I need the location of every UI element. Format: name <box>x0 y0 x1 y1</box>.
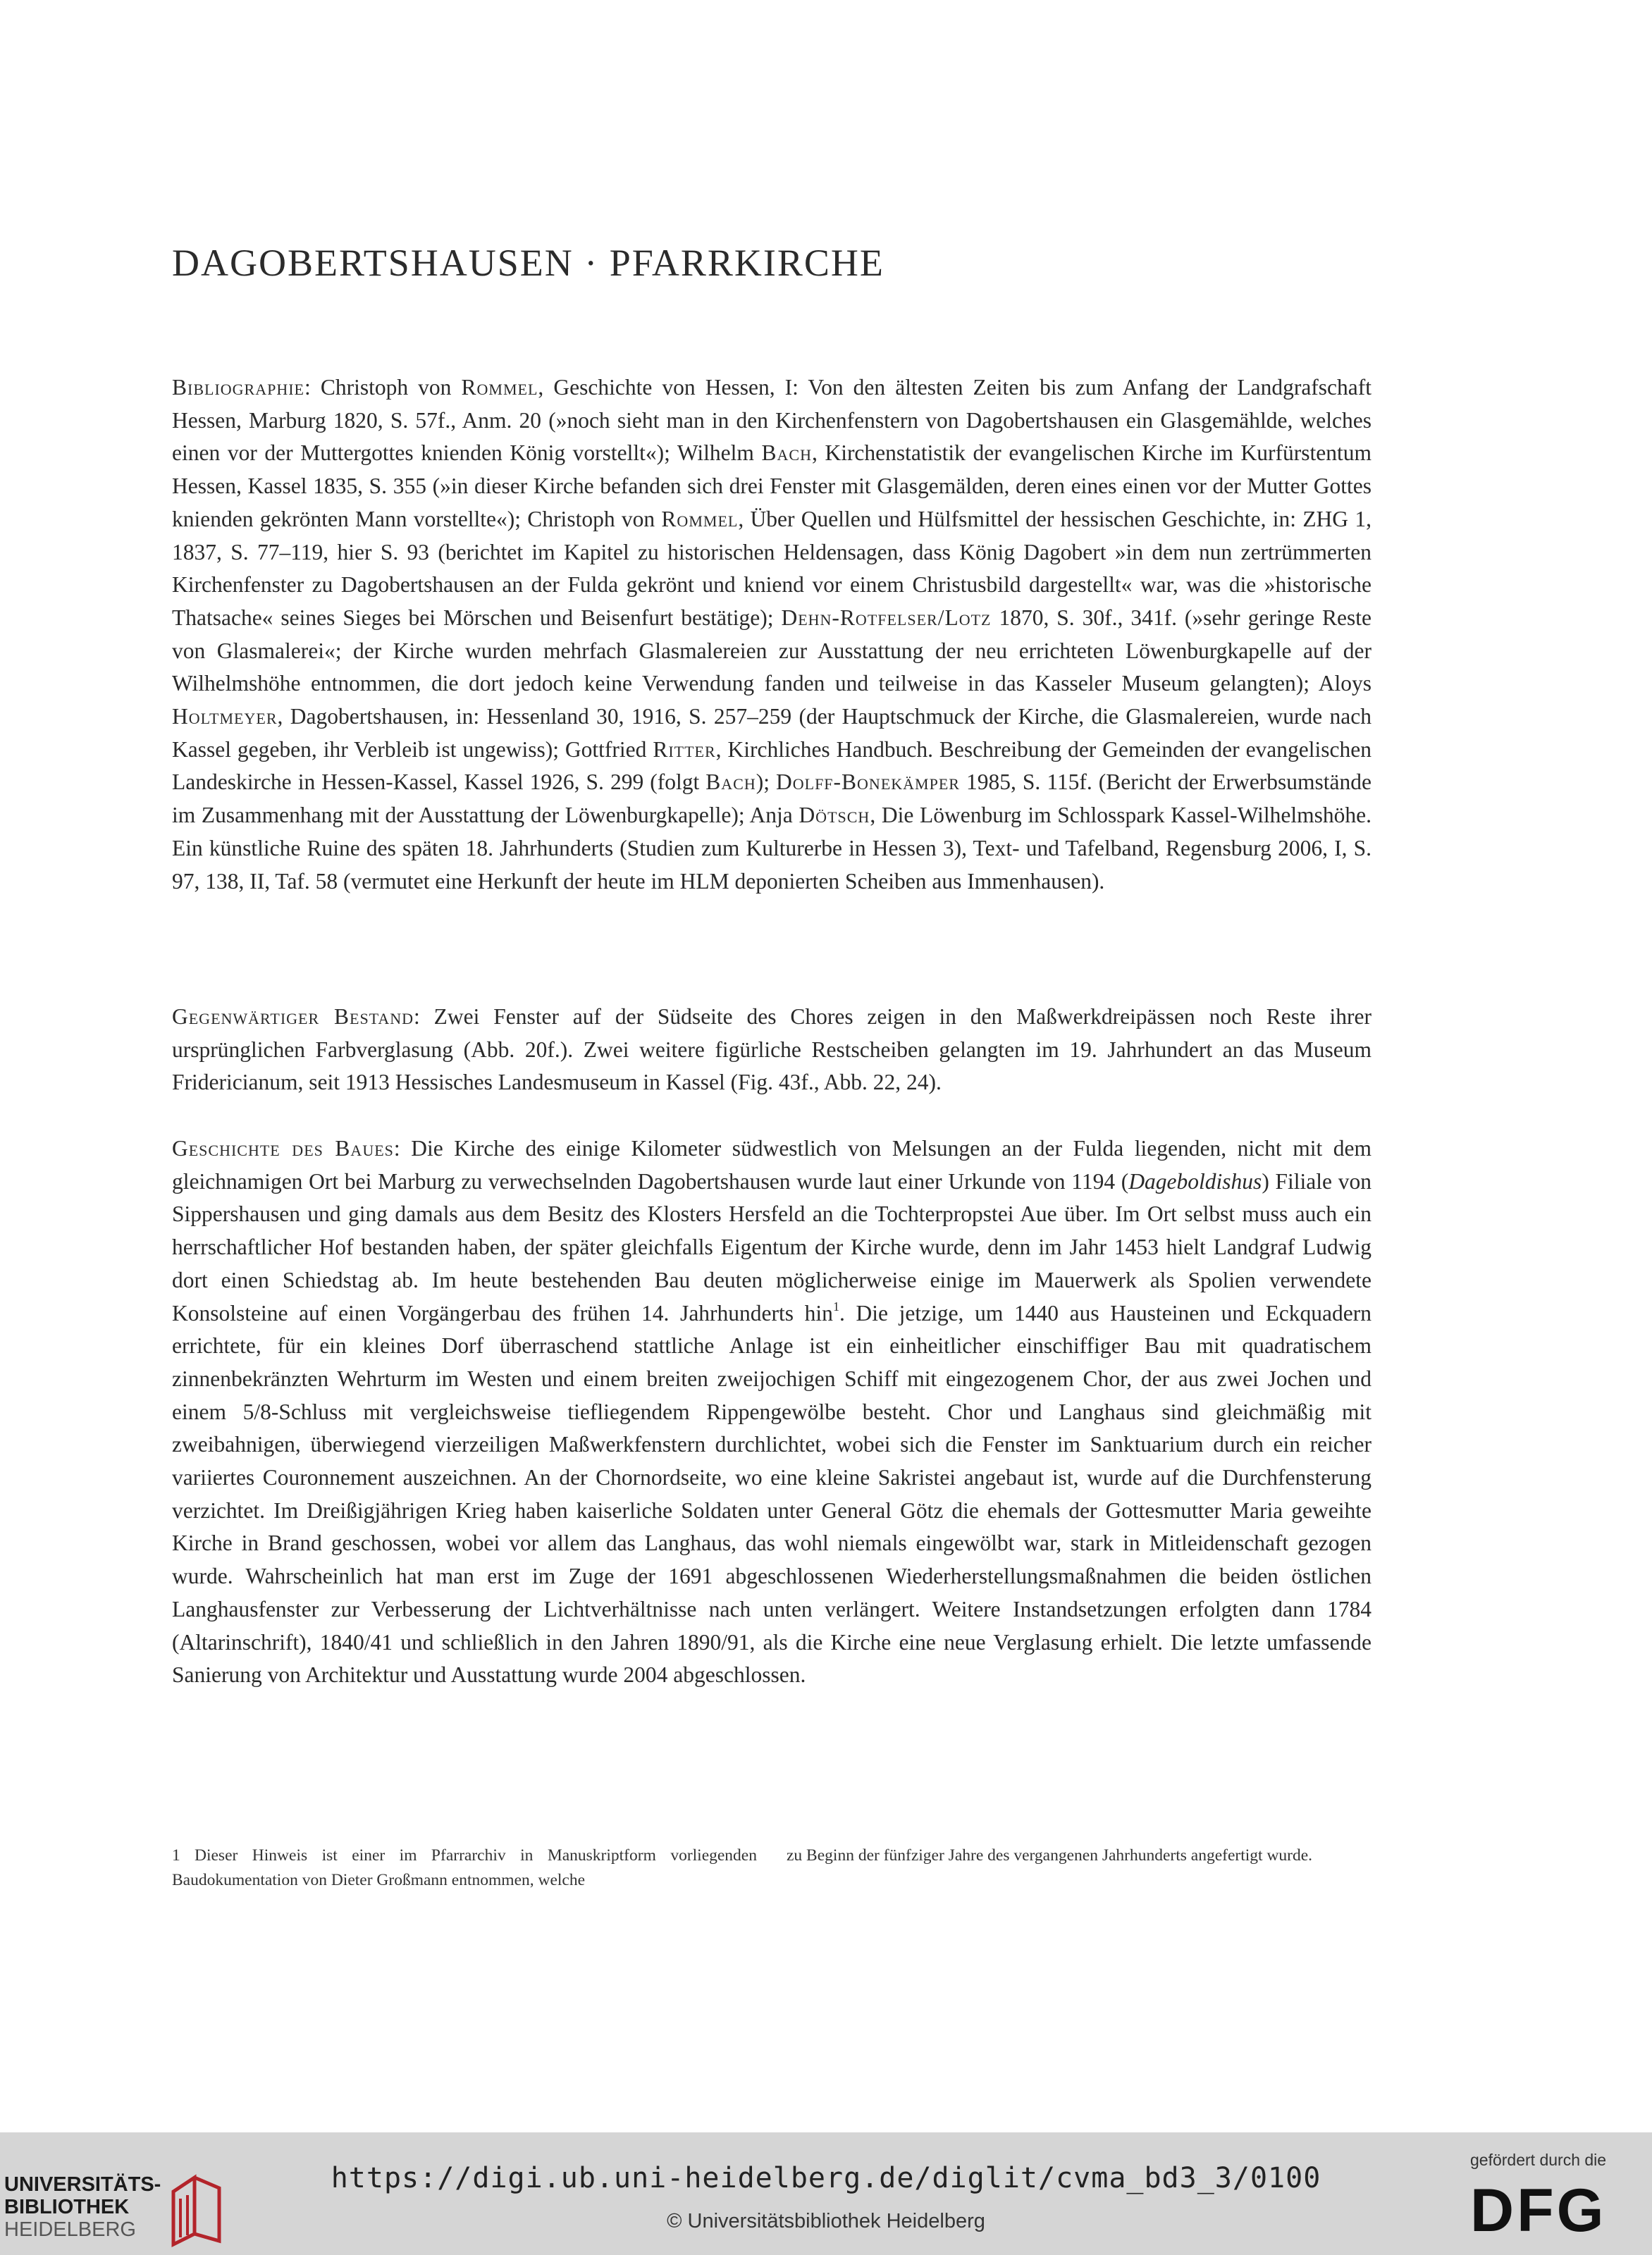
author-name: Rommel <box>461 375 538 400</box>
footnote-number: 1 <box>172 1846 180 1865</box>
bibliography-paragraph <box>172 371 1371 898</box>
footnote-column-1 <box>172 1843 757 1893</box>
ub-line-2: BIBLIOTHEK <box>4 2196 130 2218</box>
dfg-caption: gefördert durch die <box>1470 2151 1607 2169</box>
bib-text-1: : Christoph von <box>304 375 462 400</box>
footnotes <box>172 1843 1371 1893</box>
geschichte-text-1: : Die Kirche des einige Kilometer südwestlich von Melsungen an der Fulda liegenden, nicht mit dem gleichnamigen Ort bei Marburg zu verwechselnden Dagobertshausen wurde laut einer Urkunde von 1194 ( <box>172 1136 1372 1194</box>
author-name: Rommel <box>661 506 739 531</box>
author-name: Holtmeyer <box>172 704 278 729</box>
bib-text-3: , Kirchenstatistik der evangelischen Kirche im Kurfürstentum Hessen, Kassel 1835, S. 355 (»in dieser Kirche befanden sich drei Fenster mit Glasgemälden, deren eines einen vor der Mutter Gottes knienden gekrönten Mann vorstellte«); Christoph von <box>172 440 1371 531</box>
bestand-paragraph <box>172 1001 1371 1099</box>
footer-bar <box>0 2132 1652 2255</box>
author-name: Bach <box>705 770 756 795</box>
geschichte-label: Geschichte des Baues <box>172 1136 394 1161</box>
bestand-text: : Zwei Fenster auf der Südseite des Chores zeigen in den Maßwerkdreipässen noch Reste ihrer ursprünglichen Farbverglasung (Abb. 20f.). Zwei weitere figürliche Restscheiben gelangten im 19. Jahrhundert an das Museum Fridericianum, seit 1913 Hessisches Landesmuseum in Kassel (Fig. 43f., Abb. 22, 24). <box>172 1004 1371 1095</box>
author-name: Ritter <box>653 736 716 762</box>
footnote-text-1: Dieser Hinweis ist einer im Pfarrarchiv in Manuskriptform vorliegenden Baudokumentation von Dieter Großmann entnommen, welche <box>172 1846 757 1889</box>
page-title: DAGOBERTSHAUSEN · PFARRKIRCHE <box>172 242 884 284</box>
geschichte-text-2: ) Filiale von Sippershausen und ging damals aus dem Besitz des Klosters Hersfeld an die Tochterpropstei Aue über. Im Ort selbst muss auch ein herrschaftlicher Hof bestanden haben, der später gleichfalls Eigentum der Kirche wurde, denn im Jahr 1453 hielt Landgraf Ludwig dort einen Schiedstag ab. Im heute bestehenden Bau deuten möglicherweise einige im Mauerwerk als Spolien verwendete Konsolsteine auf einen Vorgängerbau des frühen 14. Jahrhunderts hin <box>172 1168 1371 1326</box>
bibliography-label: Bibliographie <box>172 375 304 400</box>
bib-text-9: 1985, S. 115f. (Bericht der Erwerbsumstände im Zusammenhang mit der Ausstattung der Löwenburgkapelle); Anja <box>172 770 1371 828</box>
geschichte-italic: Dageboldishus <box>1128 1168 1262 1194</box>
ub-line-1: UNIVERSITÄTS- <box>4 2173 161 2196</box>
bib-text-7: , Kirchliches Handbuch. Beschreibung der Gemeinden der evangelischen Landeskirche in Hessen-Kassel, Kassel 1926, S. 299 (folgt <box>172 736 1371 795</box>
bib-text-6: , Dagobertshausen, in: Hessenland 30, 1916, S. 257–259 (der Hauptschmuck der Kirche, die Glasmalereien, wurde nach Kassel gegeben, ihr Verbleib ist ungewiss); Gottfried <box>172 704 1371 762</box>
author-name: Dolff-Bonekämper <box>776 770 960 795</box>
ub-line-3: HEIDELBERG <box>4 2218 136 2241</box>
permalink-url[interactable]: https://digi.ub.uni-heidelberg.de/diglit/cvma_bd3_3/0100 <box>331 2162 1321 2194</box>
bib-text-8: ); <box>756 770 776 795</box>
geschichte-text-3: . Die jetzige, um 1440 aus Hausteinen und Eckquadern errichtete, für ein kleines Dorf überraschend stattliche Anlage ist ein einheitlicher einschiffiger Bau mit quadratischem zinnenbekränzten Wehrturm im Westen und einem breiten zweijochigen Schiff mit eingezogenem Chor, der aus zwei Jochen und einem 5/8-Schluss mit vergleichsweise tiefliegendem Rippengewölbe besteht. Chor und Langhaus sind gleichmäßig mit zweibahnigen, überwiegend vierzeiligen Maßwerkfenstern durchlichtet, wobei sich die Fenster im Sanktuarium durch ein reicher variiertes Couronnement auszeichnen. An der Chornordseite, wo eine kleine Sakristei angebaut ist, wurde auf die Durchfensterung verzichtet. Im Dreißigjährigen Krieg haben kaiserliche Soldaten unter General Götz die ehemals der Gottesmutter Maria geweihte Kirche in Brand geschossen, wobei vor allem das Langhaus, das wohl niemals eingewölbt war, stark in Mitleidenschaft gezogen wurde. Wahrscheinlich hat man erst im Zuge der 1691 abgeschlossenen Wiederherstellungsmaßnahmen die beiden östlichen Langhausfenster zur Verbesserung der Lichtverhältnisse nach unten verlängert. Weitere Instandsetzungen erfolgten dann 1784 (Altarinschrift), 1840/41 und schließlich in den Jahren 1890/91, als die Kirche eine neue Verglasung erhielt. Die letzte umfassende Sanierung von Architektur und Ausstattung wurde 2004 abgeschlossen. <box>172 1300 1371 1688</box>
geschichte-paragraph <box>172 1132 1371 1692</box>
footnote-column-2: zu Beginn der fünfziger Jahre des vergangenen Jahrhunderts angefertigt wurde. <box>787 1846 1313 1865</box>
footnote-reference[interactable]: 1 <box>832 1299 839 1314</box>
bib-text-5: 1870, S. 30f., 341f. (»sehr geringe Reste von Glasmalerei«; der Kirche wurden mehrfach Glasmalereien zur Ausstattung der neu errichteten Löwenburgkapelle auf der Wilhelmshöhe entnommen, die dort jedoch keine Verwendung fanden und teilweise in das Kasseler Museum gelangten); Aloys <box>172 605 1372 696</box>
author-name: Dötsch <box>799 803 870 828</box>
bib-text-2: , Geschichte von Hessen, I: Von den ältesten Zeiten bis zum Anfang der Landgrafschaft Hessen, Marburg 1820, S. 57f., Anm. 20 (»noch sieht man in den Kirchenfenstern von Dagobertshausen ein Glasgemählde, welches einen vor der Muttergottes knienden König vorstellt«); Wilhelm <box>172 375 1371 466</box>
bestand-label: Gegenwärtiger Bestand <box>172 1004 414 1029</box>
copyright-text: © Universitätsbibliothek Heidelberg <box>667 2210 985 2232</box>
bib-text-4: , Über Quellen und Hülfsmittel der hessischen Geschichte, in: ZHG 1, 1837, S. 77–119, hier S. 93 (berichtet im Kapitel zu historischen Heldensagen, dass König Dagobert »in dem nun zertrümmerten Kirchenfenster zu Dagobertshausen an der Fulda gekrönt und kniend vor einem Christusbild dargestellt« war, was die »historische Thatsache« seines Sieges bei Mörschen und Beisenfurt bestätige); <box>172 506 1371 630</box>
bib-text-10: , Die Löwenburg im Schlosspark Kassel-Wilhelmshöhe. Ein künstliche Ruine des späten 18. Jahrhunderts (Studien zum Kulturerbe in Hessen 3), Text- und Tafelband, Regensburg 2006, I, S. 97, 138, II, Taf. 58 (vermutet eine Herkunft der heute im HLM deponierten Scheiben aus Immenhausen). <box>172 803 1371 894</box>
author-name: Dehn-Rotfelser/Lotz <box>781 605 992 630</box>
author-name: Bach <box>761 440 812 466</box>
dfg-logo: DFG <box>1470 2177 1607 2244</box>
